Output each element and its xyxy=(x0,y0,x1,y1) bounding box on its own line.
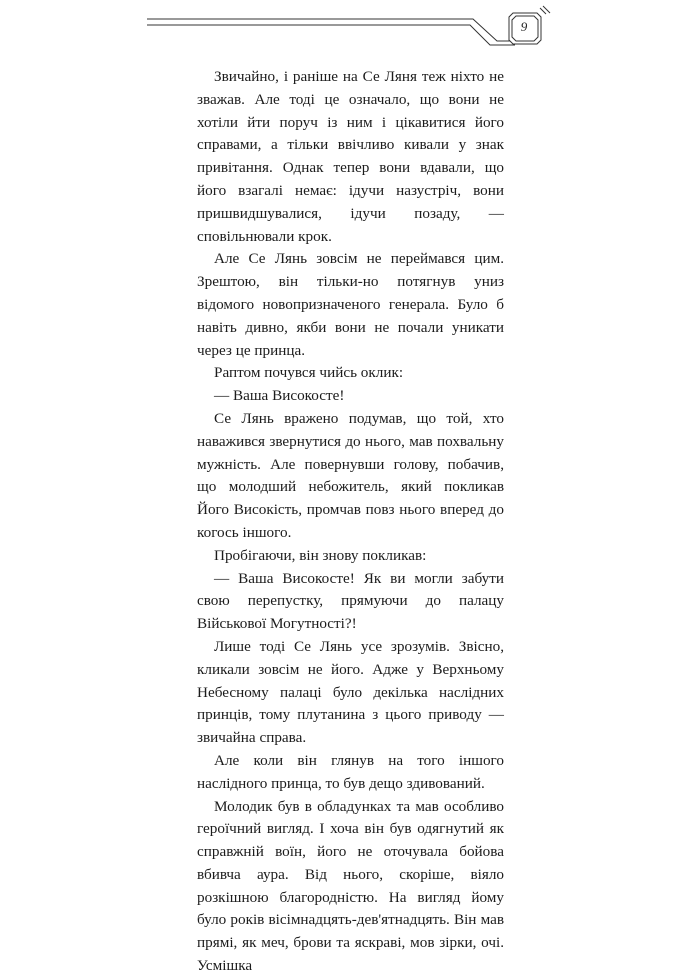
header-ornament xyxy=(0,0,700,60)
paragraph: Але коли він глянув на того іншого наслідного принца, то був дещо здивований. xyxy=(197,751,504,792)
paragraph: Пробігаючи, він знову покликав: xyxy=(214,546,427,564)
paragraph: Але Се Лянь зовсім не переймався цим. Зрештою, він тільки-но потягнув униз відомого новопризначеного генерала. Було б навіть дивно, якби вони не почали уникати через це принца. xyxy=(197,250,504,359)
page-number: 9 xyxy=(520,19,528,34)
paragraph: Звичайно, і раніше на Се Ляня теж ніхто не зважав. Але тоді це означало, що вони не хотіли йти поруч із ним і цікавитися його справами, а тільки ввічливо кивали у знак привітання. Однак тепер вони вдавали, що його взагалі немає: ідучи назустріч, вони пришвидшувалися, ідучи позаду, — сповільнювали крок. xyxy=(197,68,504,245)
paragraph: Раптом почувся чийсь оклик: xyxy=(214,364,404,382)
body-text xyxy=(197,66,504,978)
paragraph: — Ваша Високосте! Як ви могли забути свою перепустку, прямуючи до палацу Військової Могутності?! xyxy=(197,569,504,633)
paragraph: — Ваша Високосте! xyxy=(214,387,345,405)
paragraph: Молодик був в обладунках та мав особливо героїчний вигляд. І хоча він був одягнутий як справжній воїн, його не оточувала бойова вбивча аура. Від нього, скоріше, віяло розкішною благородністю. На вигляд йому було років вісімнадцять-дев'ятнадцять. Він мав прямі, як меч, брови та яскраві, мов зірки, очі. Усмішка xyxy=(197,797,504,975)
paragraph: Се Лянь вражено подумав, що той, хто наважився звернутися до нього, мав похвальну мужність. Але повернувши голову, побачив, що молодший небожитель, який покликав Його Високість, промчав повз нього вперед до когось іншого. xyxy=(197,409,504,541)
paragraph: Лише тоді Се Лянь усе зрозумів. Звісно, кликали зовсім не його. Адже у Верхньому Небесному палаці було декілька наслідних принців, тому плутанина з цього приводу — звичайна справа. xyxy=(197,637,504,747)
